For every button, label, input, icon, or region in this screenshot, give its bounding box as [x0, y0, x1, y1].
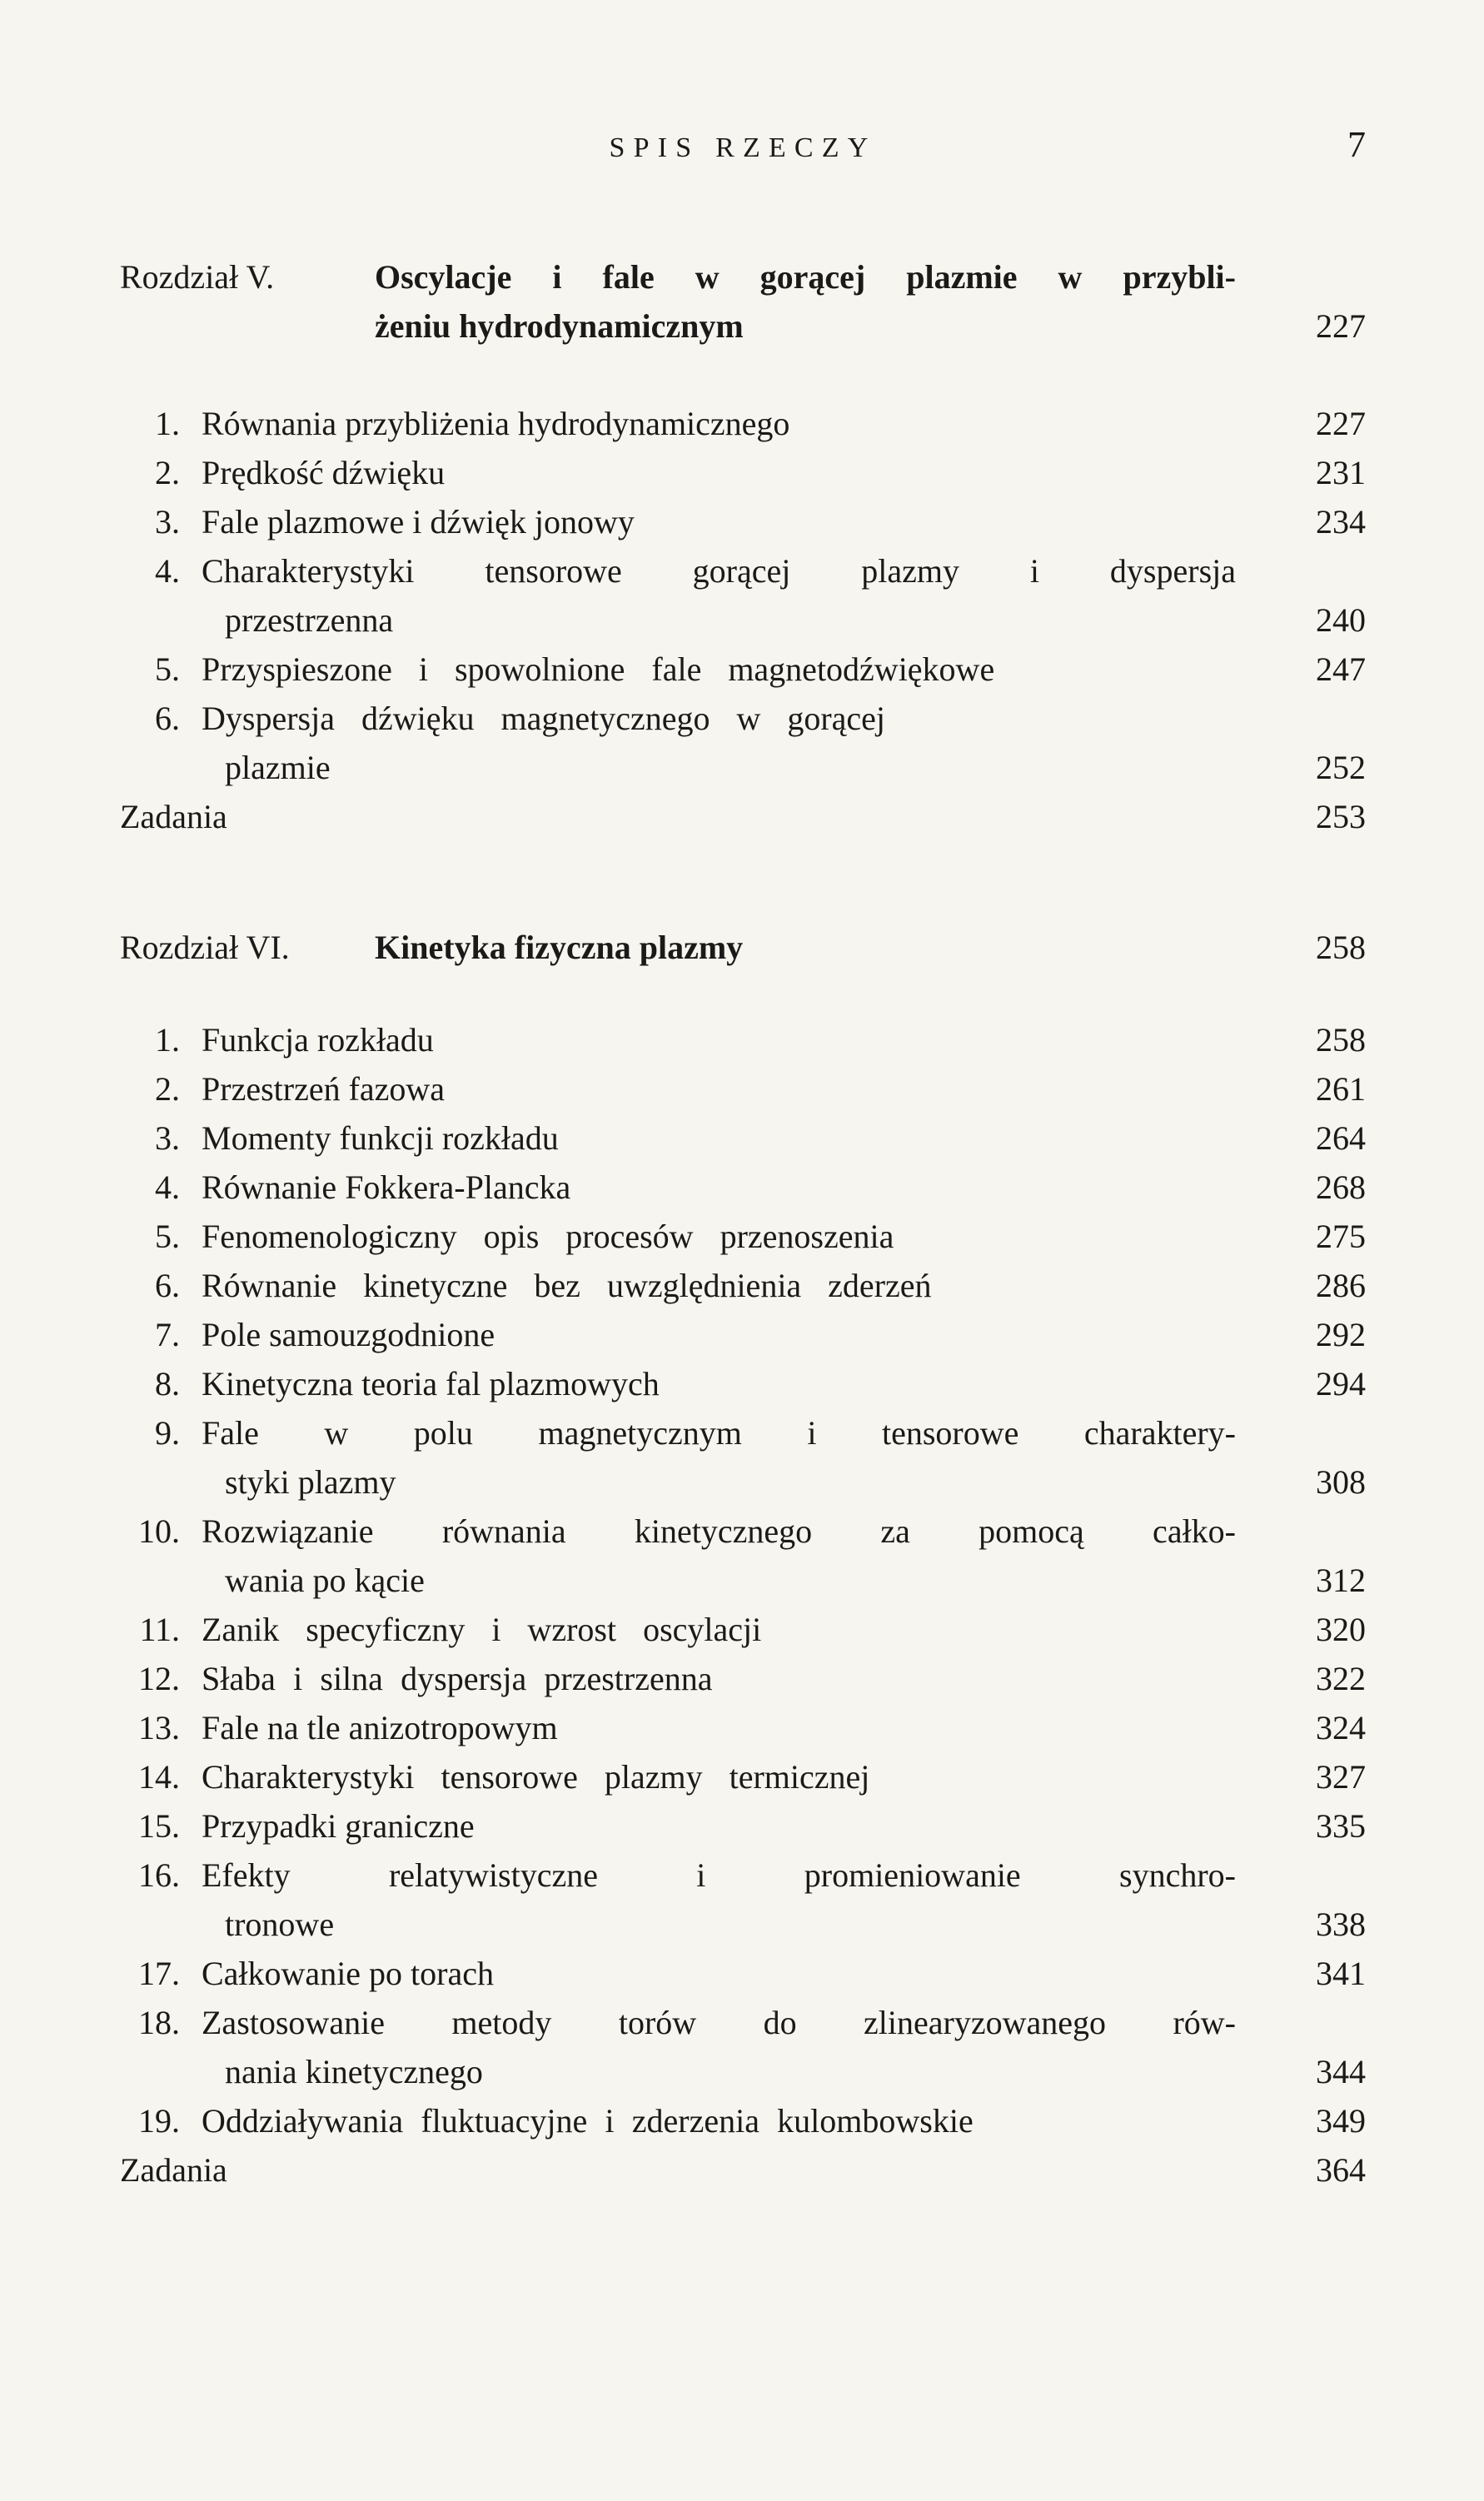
- toc-entry: [120, 2096, 1366, 2145]
- entry-text: Oddziaływania fluktuacyjne i zderzenia kulombowskie: [202, 2102, 974, 2140]
- entry-page: 349: [1316, 2102, 1366, 2140]
- toc-entry: [120, 1998, 1366, 2096]
- toc-entry: [120, 1310, 1366, 1359]
- entry-number: 17.: [138, 1955, 180, 1992]
- entry-number: 5.: [155, 1218, 180, 1255]
- entry-number: 2.: [155, 454, 180, 491]
- toc-entry: [120, 1015, 1366, 1064]
- entry-page: 268: [1316, 1168, 1366, 1206]
- toc-entry: [120, 1654, 1366, 1703]
- chapter-title-line: żeniu hydrodynamicznym: [375, 307, 744, 345]
- entry-text: Równanie Fokkera-Plancka: [202, 1168, 571, 1206]
- toc-entry: [120, 1261, 1366, 1310]
- entry-number: 3.: [155, 1119, 180, 1157]
- toc-entry: [120, 1851, 1366, 1949]
- entry-text: Funkcja rozkładu: [202, 1021, 434, 1059]
- entry-text: Momenty funkcji rozkładu: [202, 1119, 559, 1157]
- entry-page: 341: [1316, 1955, 1366, 1992]
- entry-page: 258: [1316, 1021, 1366, 1059]
- entry-page: 312: [1316, 1562, 1366, 1599]
- entry-text: Zanik specyficzny i wzrost oscylacji: [202, 1611, 762, 1648]
- entry-text: Fenomenologiczny opis procesów przenoszenia: [202, 1218, 894, 1255]
- entry-page: 327: [1316, 1758, 1366, 1796]
- entry-text: Kinetyczna teoria fal plazmowych: [202, 1365, 660, 1402]
- entry-page: 227: [1316, 405, 1366, 442]
- entry-number: 7.: [155, 1316, 180, 1353]
- entry-number: 4.: [155, 1168, 180, 1206]
- entry-number: 15.: [138, 1807, 180, 1845]
- toc-entry: [120, 448, 1366, 497]
- entry-text: Rozwiązanie równania kinetycznego za pomocą całko- wania po kącie: [202, 1512, 1236, 1599]
- toc-entry: [120, 1752, 1366, 1801]
- entry-page: 286: [1316, 1267, 1366, 1304]
- entry-text: Charakterystyki tensorowe gorącej plazmy i dyspersja przestrzenna: [202, 552, 1236, 639]
- toc-entry: [120, 1408, 1366, 1507]
- entry-page: 253: [1316, 798, 1366, 835]
- entry-number: 1.: [155, 1021, 180, 1059]
- entry-number: 19.: [138, 2102, 180, 2140]
- entry-text: Prędkość dźwięku: [202, 454, 446, 491]
- toc-entry: [120, 1113, 1366, 1163]
- entry-text: Równania przybliżenia hydrodynamicznego: [202, 405, 790, 442]
- entry-number: 13.: [138, 1709, 180, 1746]
- entry-page: 344: [1316, 2053, 1366, 2090]
- toc-entry: [120, 497, 1366, 546]
- entry-number: 6.: [155, 700, 180, 737]
- entry-number: 16.: [138, 1856, 180, 1894]
- entry-number: 5.: [155, 650, 180, 688]
- entry-text: Przypadki graniczne: [202, 1807, 475, 1845]
- entry-text: Charakterystyki tensorowe plazmy termicznej: [202, 1758, 870, 1796]
- entry-number: 9.: [155, 1414, 180, 1452]
- toc-entry: [120, 1703, 1366, 1752]
- page-header: [120, 123, 1366, 166]
- entry-number: 1.: [155, 405, 180, 442]
- entry-page: 247: [1316, 650, 1366, 688]
- entry-page: 322: [1316, 1660, 1366, 1697]
- entry-number: 4.: [155, 552, 180, 590]
- entry-page: 308: [1316, 1463, 1366, 1501]
- entry-text: Fale plazmowe i dźwięk jonowy: [202, 503, 635, 541]
- entry-number: 2.: [155, 1070, 180, 1108]
- entry-number: 6.: [155, 1267, 180, 1304]
- entry-page: 264: [1316, 1119, 1366, 1157]
- chapter-heading: [120, 923, 1366, 972]
- entry-page: 275: [1316, 1218, 1366, 1255]
- entry-text: Pole samouzgodnione: [202, 1316, 495, 1353]
- entry-page: 231: [1316, 454, 1366, 491]
- entry-number: 11.: [139, 1611, 180, 1648]
- toc-entry: [120, 1212, 1366, 1261]
- toc-entry-zadania: [120, 792, 1366, 841]
- toc-section-v: [120, 252, 1366, 841]
- entry-page: 240: [1316, 601, 1366, 639]
- entry-number: 3.: [155, 503, 180, 541]
- chapter-heading: [120, 252, 1366, 351]
- chapter-title-line: Oscylacje i fale w gorącej plazmie w przybli-: [375, 258, 1236, 296]
- toc-entries: [120, 399, 1366, 841]
- toc-entry: [120, 1801, 1366, 1851]
- entry-page: 335: [1316, 1807, 1366, 1845]
- entry-page: 294: [1316, 1365, 1366, 1402]
- entry-page: 324: [1316, 1709, 1366, 1746]
- chapter-title-line: Kinetyka fizyczna plazmy: [375, 929, 744, 966]
- entry-number: 10.: [138, 1512, 180, 1550]
- toc-entry: [120, 1064, 1366, 1113]
- entry-text: Fale na tle anizotropowym: [202, 1709, 558, 1746]
- toc-entry: [120, 694, 1366, 792]
- toc-entry: [120, 645, 1366, 694]
- toc-entry: [120, 399, 1366, 448]
- entry-page: 252: [1316, 749, 1366, 786]
- entry-text: Przyspieszone i spowolnione fale magnetodźwiękowe: [202, 650, 995, 688]
- entry-number: 14.: [138, 1758, 180, 1796]
- zadania-label: Zadania: [120, 2151, 227, 2189]
- toc-entry-zadania: [120, 2145, 1366, 2195]
- toc-entry: [120, 1507, 1366, 1605]
- entry-text: Całkowanie po torach: [202, 1955, 494, 1992]
- entry-text: Słaba i silna dyspersja przestrzenna: [202, 1660, 713, 1697]
- entry-text: Fale w polu magnetycznym i tensorowe charaktery- styki plazmy: [202, 1414, 1236, 1501]
- entry-number: 12.: [138, 1660, 180, 1697]
- toc-entry: [120, 546, 1366, 645]
- chapter-label: Rozdział VI.: [120, 929, 290, 966]
- toc-section-vi: [120, 923, 1366, 2195]
- entry-text: Dyspersja dźwięku magnetycznego w gorącej plazmie: [202, 700, 886, 786]
- chapter-title: [375, 923, 1236, 972]
- chapter-label: Rozdział V.: [120, 258, 275, 296]
- entry-text: Przestrzeń fazowa: [202, 1070, 446, 1108]
- entry-page: 338: [1316, 1906, 1366, 1943]
- chapter-title: [375, 252, 1236, 351]
- entry-page: 261: [1316, 1070, 1366, 1108]
- entry-page: 320: [1316, 1611, 1366, 1648]
- toc-entry: [120, 1163, 1366, 1212]
- entry-text: Równanie kinetyczne bez uwzględnienia zderzeń: [202, 1267, 932, 1304]
- entry-text: Zastosowanie metody torów do zlinearyzowanego rów- nania kinetycznego: [202, 2004, 1236, 2090]
- toc-entry: [120, 1605, 1366, 1654]
- page-title: SPIS RZECZY: [609, 132, 877, 163]
- chapter-page: 227: [1316, 307, 1366, 345]
- toc-entries: [120, 1015, 1366, 2195]
- page-number: 7: [1347, 124, 1366, 165]
- entry-number: 8.: [155, 1365, 180, 1402]
- entry-text: Efekty relatywistyczne i promieniowanie synchro- tronowe: [202, 1856, 1236, 1943]
- toc-entry: [120, 1359, 1366, 1408]
- entry-number: 18.: [138, 2004, 180, 2041]
- chapter-page: 258: [1316, 929, 1366, 966]
- zadania-label: Zadania: [120, 798, 227, 835]
- toc-entry: [120, 1949, 1366, 1998]
- entry-page: 292: [1316, 1316, 1366, 1353]
- entry-page: 364: [1316, 2151, 1366, 2189]
- entry-page: 234: [1316, 503, 1366, 541]
